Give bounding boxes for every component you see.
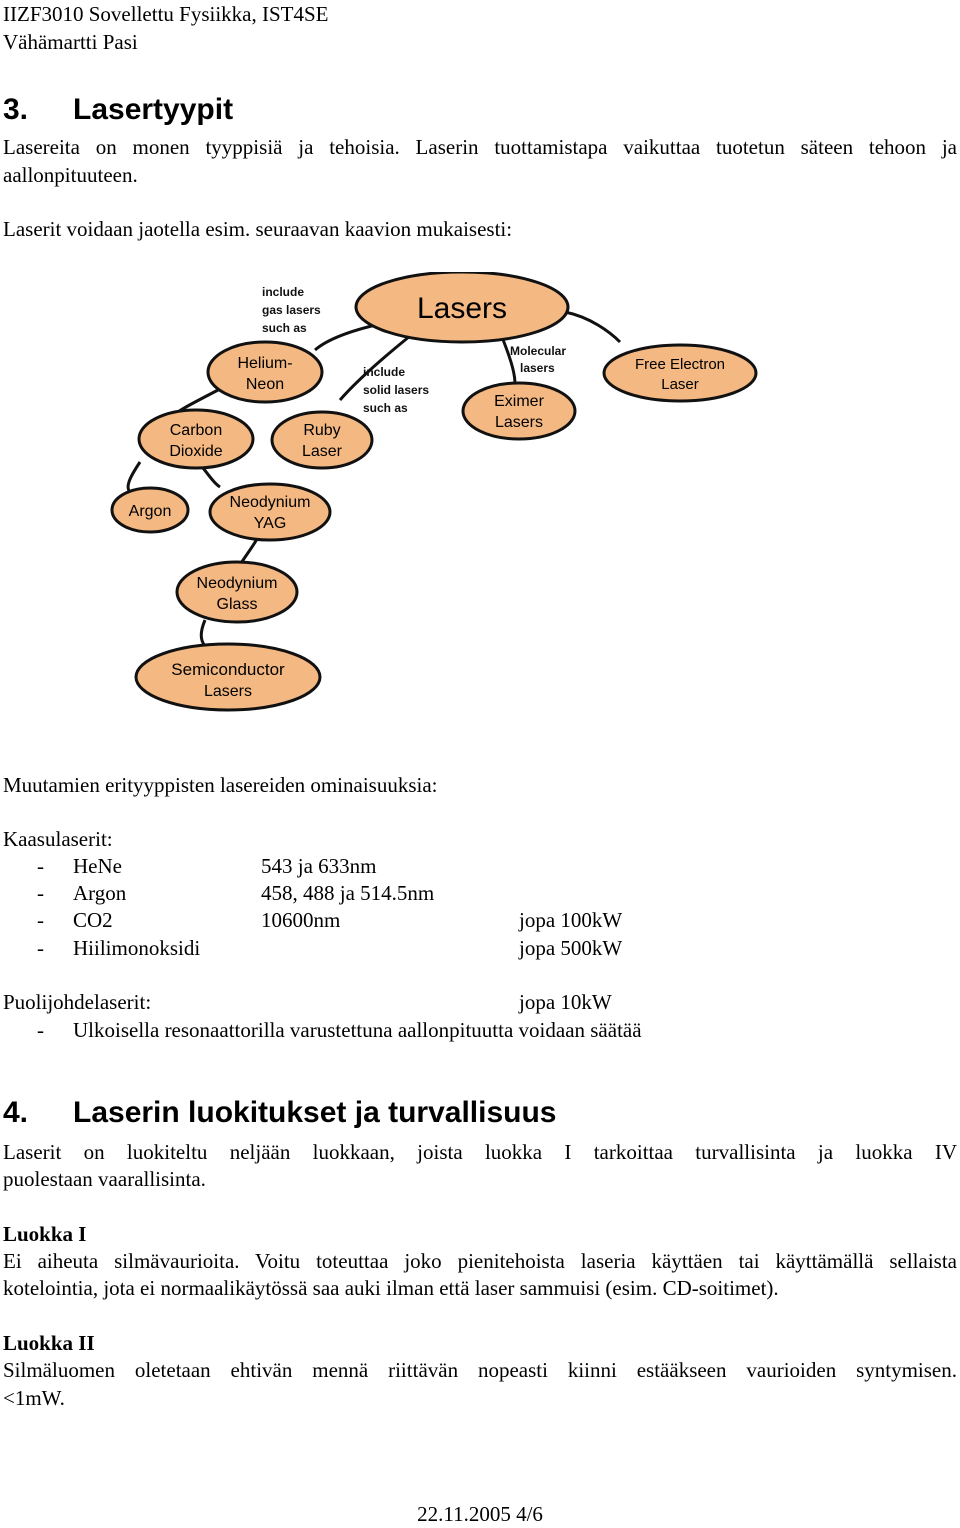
note-gas-2: gas lasers — [262, 303, 321, 317]
node-semiconductor — [136, 644, 320, 710]
class-1-line-1: Ei aiheuta silmävaurioita. Voitu toteuttaa joko pienitehoista laseria käyttäen tai käyttämällä sellaista — [3, 1249, 957, 1273]
node-helium-label-2: Neon — [245, 376, 285, 393]
node-neodynium-yag — [210, 484, 330, 540]
node-semi-label-2: Lasers — [203, 683, 253, 700]
header-course: IIZF3010 Sovellettu Fysiikka, IST4SE — [3, 2, 329, 26]
semiconductor-note: Ulkoisella resonaattorilla varustettuna aallonpituutta voidaan säätää — [73, 1018, 642, 1042]
gas-row-power: jopa 100kW — [519, 908, 623, 932]
node-semi-label-1: Semiconductor — [171, 660, 285, 679]
node-nyag-label-1: Neodynium — [229, 494, 311, 511]
gas-lasers-heading: Kaasulaserit: — [3, 827, 113, 851]
note-gas-3: such as — [262, 321, 307, 335]
note-molecular-1: Molecular — [510, 344, 567, 358]
semiconductor-note-dash: - — [37, 1018, 44, 1042]
node-lasers-label: Lasers — [416, 292, 508, 325]
section-3-intro-line-1: Lasereita on monen tyyppisiä ja tehoisia. Laserin tuottamistapa vaikuttaa tuotetun säteen tehoon ja — [3, 135, 957, 159]
section-4-heading — [3, 1096, 557, 1130]
gas-row-name: Argon — [73, 881, 127, 905]
gas-row-wavelength: 10600nm — [261, 908, 341, 932]
note-molecular-2: lasers — [520, 361, 555, 375]
gas-row-wavelength: 543 ja 633nm — [261, 854, 377, 878]
gas-row-name: HeNe — [73, 854, 122, 878]
section-3-number: 3. — [3, 93, 29, 126]
gas-row-wavelength: 458, 488 ja 514.5nm — [261, 881, 435, 905]
node-argon-label: Argon — [128, 503, 172, 520]
note-gas-1: include — [262, 285, 305, 299]
gas-row — [0, 852, 960, 880]
node-neodynium-glass — [177, 562, 297, 622]
semiconductor-row — [0, 988, 960, 1016]
node-nglass-label-2: Glass — [216, 596, 258, 613]
section-3-title: Lasertyypit — [73, 93, 234, 126]
node-helium-neon — [208, 342, 322, 402]
note-solid-2: solid lasers — [363, 383, 430, 397]
gas-row-dash: - — [37, 936, 44, 960]
node-carbon-label-1: Carbon — [169, 422, 223, 439]
semiconductor-power: jopa 10kW — [519, 990, 612, 1014]
node-carbon-dioxide — [139, 410, 253, 468]
class-1-title: Luokka I — [3, 1222, 87, 1246]
gas-row-dash: - — [37, 854, 44, 878]
node-ruby — [272, 412, 372, 468]
node-ruby-label-2: Laser — [301, 443, 343, 460]
gas-row-dash: - — [37, 881, 44, 905]
node-argon — [112, 488, 188, 532]
gas-row — [0, 906, 960, 934]
node-eximer-label-2: Lasers — [494, 414, 544, 431]
note-solid-1: include — [363, 365, 406, 379]
class-1-line-2: kotelointia, jota ei normaalikäytössä saa auki ilman että laser sammuisi (esim. CD-soitimet). — [3, 1276, 779, 1300]
node-free-electron — [604, 345, 756, 401]
gas-row-dash: - — [37, 908, 44, 932]
node-lasers — [356, 272, 568, 342]
gas-row-power: jopa 500kW — [519, 936, 623, 960]
semiconductor-note-row — [0, 1016, 960, 1044]
class-2-line-1: Silmäluomen oletetaan ehtivän mennä riittävän nopeasti kiinni estääkseen vaurioiden syntymisen. — [3, 1358, 957, 1382]
gas-row — [0, 934, 960, 962]
section-4-intro-line-2: puolestaan vaarallisinta. — [3, 1167, 206, 1191]
class-2-title: Luokka II — [3, 1331, 95, 1355]
section-4-title: Laserin luokitukset ja turvallisuus — [73, 1096, 557, 1129]
note-solid-3: such as — [363, 401, 408, 415]
gas-row-name: CO2 — [73, 908, 113, 932]
header-author: Vähämartti Pasi — [3, 30, 138, 54]
section-4-intro-line-1: Laserit on luokiteltu neljään luokkaan, joista luokka I tarkoittaa turvallisinta ja luokka IV — [3, 1140, 957, 1164]
gas-row-name: Hiilimonoksidi — [73, 936, 201, 960]
node-nyag-label-2: YAG — [253, 515, 287, 532]
node-free-label-1: Free Electron — [634, 356, 726, 373]
laser-types-diagram — [100, 272, 780, 722]
section-3-heading — [3, 93, 233, 127]
properties-intro: Muutamien erityyppisten lasereiden ominaisuuksia: — [3, 773, 438, 797]
semiconductor-heading: Puolijohdelaserit: — [3, 990, 152, 1014]
node-carbon-label-2: Dioxide — [169, 443, 223, 460]
node-helium-label-1: Helium- — [237, 355, 293, 372]
node-free-label-2: Laser — [661, 376, 699, 393]
class-2-line-2: <1mW. — [3, 1386, 65, 1410]
diagram-nodes — [112, 272, 756, 710]
section-3-intro-line-2: aallonpituuteen. — [3, 163, 138, 187]
node-ruby-label-1: Ruby — [303, 422, 341, 439]
diagram-intro: Laserit voidaan jaotella esim. seuraavan kaavion mukaisesti: — [3, 217, 513, 241]
section-4-number: 4. — [3, 1096, 29, 1129]
node-eximer-label-1: Eximer — [494, 393, 544, 410]
footer-date-page: 22.11.2005 4/6 — [417, 1502, 543, 1526]
gas-row — [0, 879, 960, 907]
node-eximer — [463, 383, 575, 439]
node-nglass-label-1: Neodynium — [196, 575, 278, 592]
